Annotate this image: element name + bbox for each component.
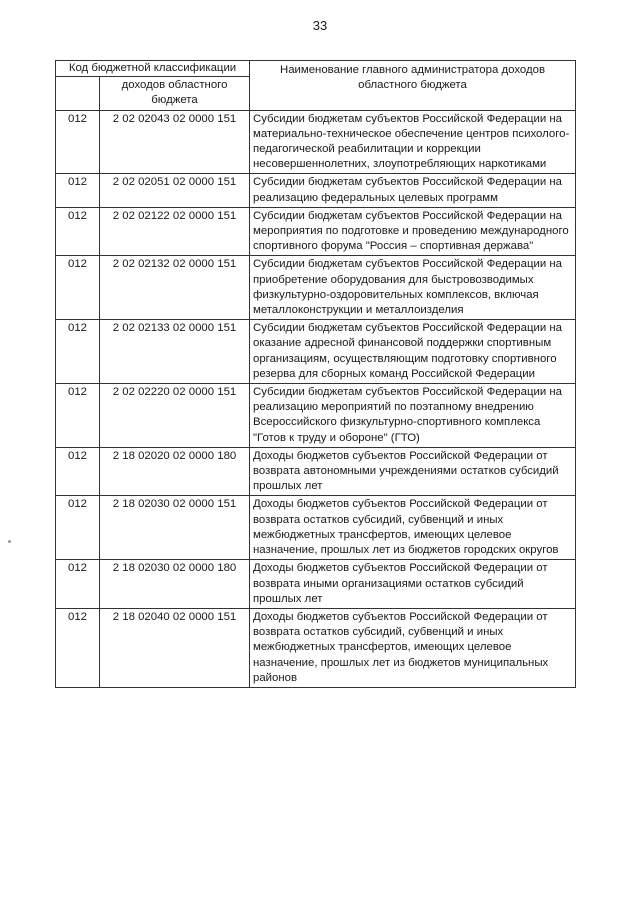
revenue-name-cell: Субсидии бюджетам субъектов Российской Федерации на мероприятия по подготовке и проведению международного спортивного форума "Россия – спортивная держава" [250,207,576,256]
admin-code-cell: 012 [56,174,100,207]
revenue-name-cell: Субсидии бюджетам субъектов Российской Федерации на приобретение оборудования для быстровозводимых физкультурно-оздоровительных комплексов, включая металлоконструкции и металлоизделия [250,256,576,320]
revenue-code-cell: 2 18 02030 02 0000 180 [100,560,250,609]
revenue-code-cell: 2 18 02040 02 0000 151 [100,608,250,687]
revenue-name-cell: Субсидии бюджетам субъектов Российской Федерации на материально-техническое обеспечение центров психолого-педагогической реабилитации и коррекции несовершеннолетних, злоупотребляющих наркотиками [250,110,576,174]
revenue-code-cell: 2 18 02020 02 0000 180 [100,447,250,496]
admin-code-cell: 012 [56,256,100,320]
scan-dot [8,540,11,543]
table-row [56,110,576,174]
revenue-code-cell: 2 02 02122 02 0000 151 [100,207,250,256]
table-header-row [56,61,576,77]
admin-code-cell: 012 [56,320,100,384]
admin-code-cell: 012 [56,207,100,256]
revenue-code-cell: 2 18 02030 02 0000 151 [100,496,250,560]
revenue-name-cell: Доходы бюджетов субъектов Российской Федерации от возврата остатков субсидий, субвенций и иных межбюджетных трансфертов, имеющих целевое назначение, прошлых лет из бюджетов муниципальных районов [250,608,576,687]
header-revenue-code: доходов областного бюджета [100,77,250,110]
revenue-name-cell: Доходы бюджетов субъектов Российской Федерации от возврата остатков субсидий, субвенций и иных межбюджетных трансфертов, имеющих целевое назначение, прошлых лет из бюджетов городских округов [250,496,576,560]
revenue-name-cell: Субсидии бюджетам субъектов Российской Федерации на реализацию мероприятий по поэтапному внедрению Всероссийского физкультурно-спортивного комплекса "Готов к труду и обороне" (ГТО) [250,384,576,448]
revenue-code-cell: 2 02 02132 02 0000 151 [100,256,250,320]
table-row [56,384,576,448]
revenue-name-cell: Субсидии бюджетам субъектов Российской Федерации на реализацию федеральных целевых программ [250,174,576,207]
revenue-name-cell: Доходы бюджетов субъектов Российской Федерации от возврата иными организациями остатков субсидий прошлых лет [250,560,576,609]
admin-code-cell: 012 [56,496,100,560]
admin-code-cell: 012 [56,608,100,687]
revenue-code-cell: 2 02 02133 02 0000 151 [100,320,250,384]
revenue-name-cell: Доходы бюджетов субъектов Российской Федерации от возврата автономными учреждениями остатков субсидий прошлых лет [250,447,576,496]
header-administrator-name: Наименование главного администратора доходов областного бюджета [250,61,576,111]
table-body [56,110,576,687]
header-admin-code [56,77,100,110]
table-row [56,174,576,207]
table-row [56,496,576,560]
table-row [56,560,576,609]
page-number: 33 [312,18,328,33]
budget-classification-table [55,60,576,688]
table-row [56,447,576,496]
admin-code-cell: 012 [56,110,100,174]
table-row [56,320,576,384]
revenue-code-cell: 2 02 02043 02 0000 151 [100,110,250,174]
admin-code-cell: 012 [56,560,100,609]
admin-code-cell: 012 [56,447,100,496]
revenue-code-cell: 2 02 02051 02 0000 151 [100,174,250,207]
header-classification-code: Код бюджетной классификации [56,61,250,77]
admin-code-cell: 012 [56,384,100,448]
table-row [56,207,576,256]
table-row [56,608,576,687]
table-row [56,256,576,320]
revenue-code-cell: 2 02 02220 02 0000 151 [100,384,250,448]
revenue-name-cell: Субсидии бюджетам субъектов Российской Федерации на оказание адресной финансовой поддержки спортивным организациям, осуществляющим подготовку спортивного резерва для сборных команд Российской Федерации [250,320,576,384]
